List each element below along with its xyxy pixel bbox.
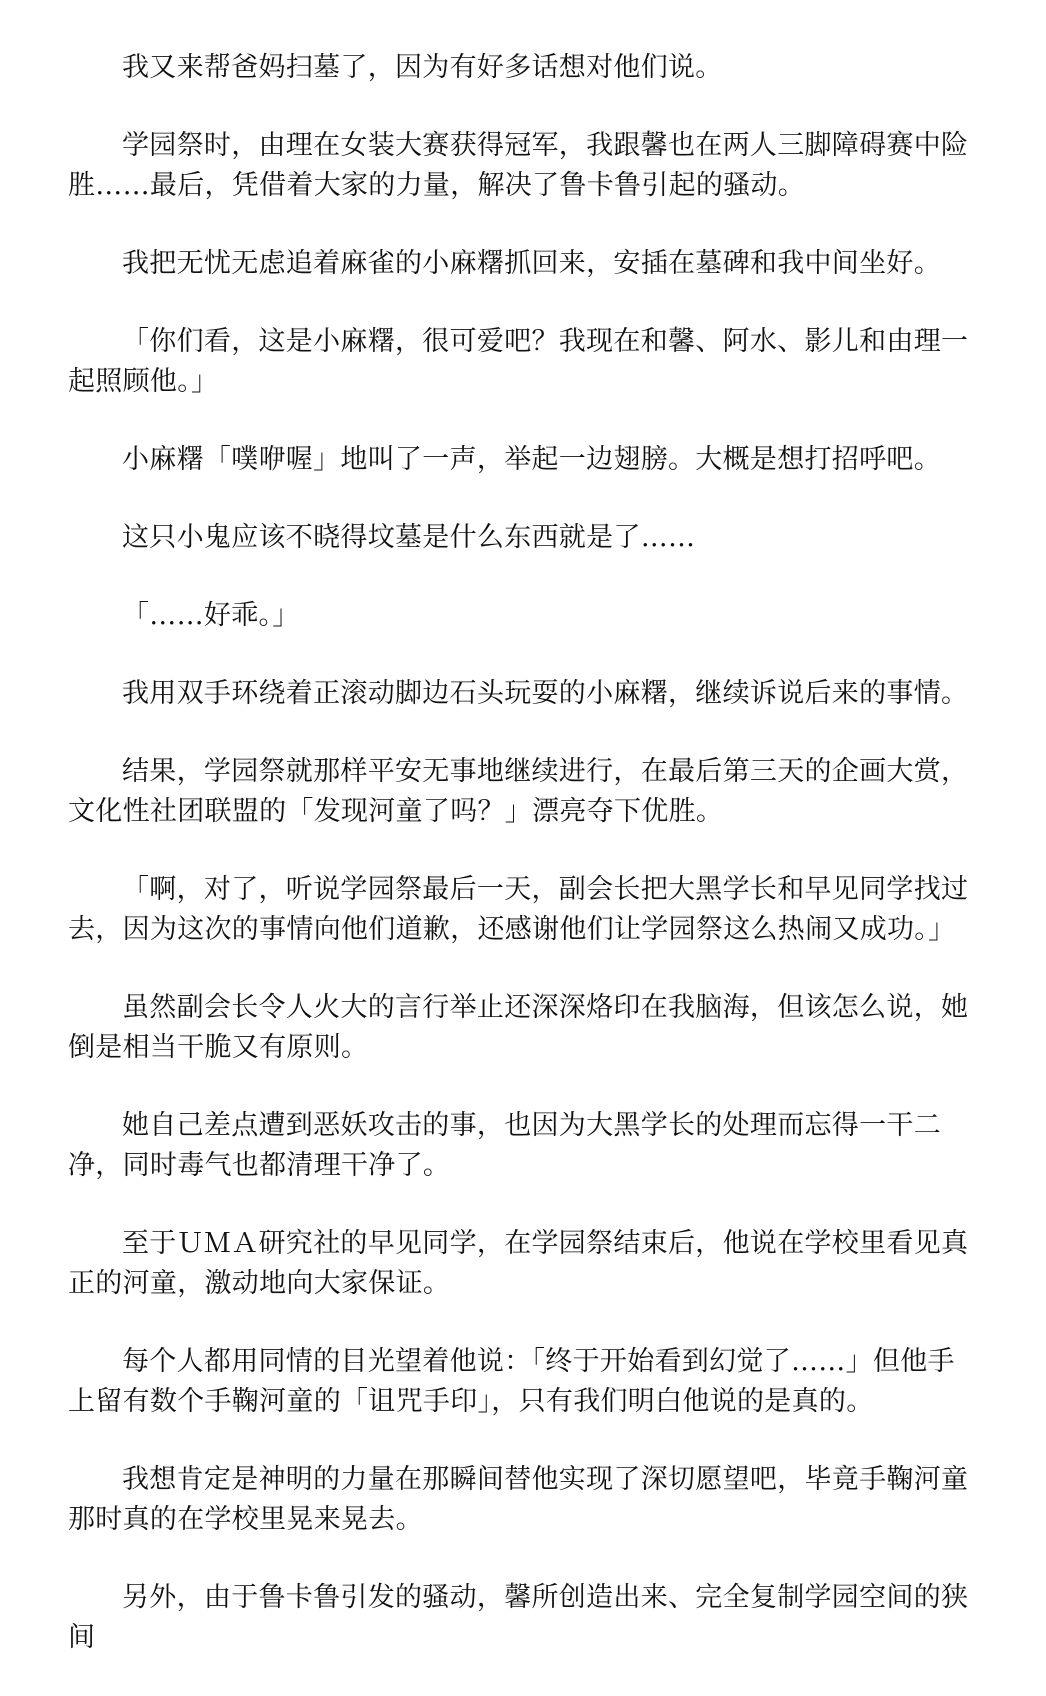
paragraph: 小麻糬「噗咿喔」地叫了一声，举起一边翅膀。大概是想打招呼吧。 xyxy=(122,444,941,475)
paragraph: 她自己差点遭到恶妖攻击的事，也因为大黑学长的处理而忘得一干二净，同时毒气也都清理干净了。 xyxy=(68,1110,941,1181)
text-body xyxy=(68,48,974,1696)
paragraph: 我用双手环绕着正滚动脚边石头玩耍的小麻糬，继续诉说后来的事情。 xyxy=(122,678,969,709)
paragraph: 「你们看，这是小麻糬，很可爱吧？我现在和馨、阿水、影儿和由理一起照顾他。」 xyxy=(68,326,969,397)
paragraph: 每个人都用同情的目光望着他说：「终于开始看到幻觉了……」但他手上留有数个手鞠河童的「诅咒手印」，只有我们明白他说的是真的。 xyxy=(68,1346,955,1417)
paragraph: 我把无忧无虑追着麻雀的小麻糬抓回来，安插在墓碑和我中间坐好。 xyxy=(122,248,941,279)
paragraph: 虽然副会长令人火大的言行举止还深深烙印在我脑海，但该怎么说，她倒是相当干脆又有原则。 xyxy=(68,992,969,1063)
paragraph: 另外，由于鲁卡鲁引发的骚动，馨所创造出来、完全复制学园空间的狭间 xyxy=(68,1582,969,1653)
paragraph: 这只小鬼应该不晓得坟墓是什么东西就是了…… xyxy=(122,522,696,553)
paragraph: 我想肯定是神明的力量在那瞬间替他实现了深切愿望吧，毕竟手鞠河童那时真的在学校里晃来晃去。 xyxy=(68,1464,969,1535)
paragraph: 结果，学园祭就那样平安无事地继续进行，在最后第三天的企画大赏，文化性社团联盟的「发现河童了吗？」漂亮夺下优胜。 xyxy=(68,756,969,827)
paragraph: 我又来帮爸妈扫墓了，因为有好多话想对他们说。 xyxy=(122,52,723,83)
paragraph: 「啊，对了，听说学园祭最后一天，副会长把大黑学长和早见同学找过去，因为这次的事情向他们道歉，还感谢他们让学园祭这么热闹又成功。」 xyxy=(68,874,969,945)
paragraph: 至于ＵＭＡ研究社的早见同学，在学园祭结束后，他说在学校里看见真正的河童，激动地向大家保证。 xyxy=(68,1228,969,1299)
paragraph: 学园祭时，由理在女装大赛获得冠军，我跟馨也在两人三脚障碍赛中险胜……最后，凭借着大家的力量，解决了鲁卡鲁引起的骚动。 xyxy=(68,130,969,201)
paragraph: 「……好乖。」 xyxy=(122,600,300,631)
